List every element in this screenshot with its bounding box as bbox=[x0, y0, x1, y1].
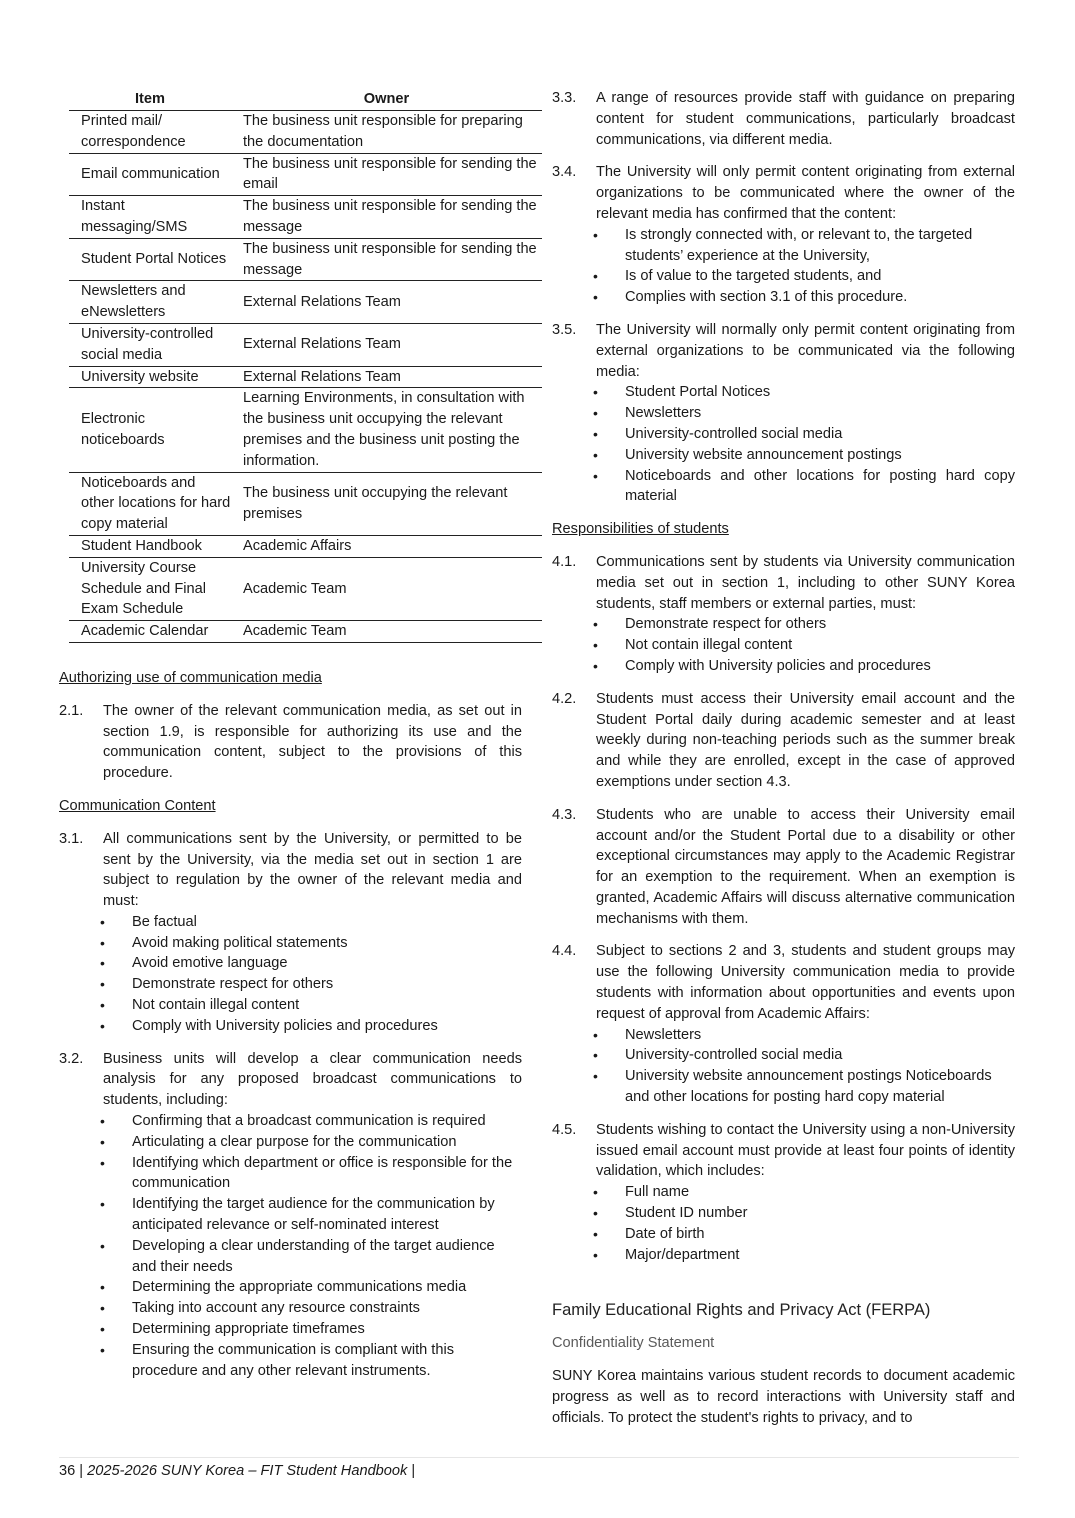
confidentiality-heading: Confidentiality Statement bbox=[552, 1335, 715, 1352]
footer-separator: | bbox=[407, 1463, 416, 1479]
list-item: • University-controlled social media bbox=[595, 424, 1015, 445]
paragraph-2-1 bbox=[59, 701, 522, 784]
paragraph-4-1 bbox=[552, 552, 1015, 677]
paragraph-3-2 bbox=[59, 1049, 522, 1382]
table-cell-item: University Course Schedule and Final Exam Schedule bbox=[69, 557, 231, 620]
list-item: • Not contain illegal content bbox=[595, 635, 1015, 656]
table-row bbox=[69, 535, 542, 557]
bullet-list bbox=[596, 225, 1015, 308]
table-cell-item: University website bbox=[69, 366, 231, 388]
list-item: • Ensuring the communication is compliant with this procedure and any other relevant instruments. bbox=[102, 1340, 522, 1382]
list-item: • Comply with University policies and procedures bbox=[102, 1016, 522, 1037]
list-item: • Major/department bbox=[595, 1245, 1015, 1266]
list-item: • Identifying the target audience for the communication by anticipated relevance or self-nominated interest bbox=[102, 1194, 522, 1236]
paragraph-number: 4.2. bbox=[552, 690, 577, 707]
paragraph-4-4 bbox=[552, 941, 1015, 1107]
list-item: • University-controlled social media bbox=[595, 1045, 1015, 1066]
page-footer bbox=[59, 1461, 415, 1482]
table-cell-owner: The business unit responsible for sending the message bbox=[231, 196, 542, 239]
bullet-list bbox=[596, 1182, 1015, 1265]
table-cell-item: Student Handbook bbox=[69, 535, 231, 557]
list-item: • Confirming that a broadcast communication is required bbox=[102, 1111, 522, 1132]
table-cell-item: Newsletters and eNewsletters bbox=[69, 281, 231, 324]
table-cell-owner: The business unit responsible for sending the email bbox=[231, 153, 542, 196]
paragraph-3-4 bbox=[552, 162, 1015, 308]
list-item: • Identifying which department or office is responsible for the communication bbox=[102, 1153, 522, 1195]
table-body bbox=[69, 111, 542, 643]
list-item: • University website announcement postings bbox=[595, 445, 1015, 466]
list-item: • University website announcement postings Noticeboards and other locations for posting hard copy material bbox=[595, 1066, 1015, 1108]
table-row bbox=[69, 557, 542, 620]
table-cell-item: Electronic noticeboards bbox=[69, 388, 231, 472]
footer-title: 2025-2026 SUNY Korea – FIT Student Handbook bbox=[87, 1463, 408, 1479]
table-row bbox=[69, 196, 542, 239]
table-cell-item: Email communication bbox=[69, 153, 231, 196]
list-item: • Newsletters bbox=[595, 403, 1015, 424]
list-item: • Noticeboards and other locations for posting hard copy material bbox=[595, 466, 1015, 508]
list-item: • Developing a clear understanding of the target audience and their needs bbox=[102, 1236, 522, 1278]
list-item: • Complies with section 3.1 of this procedure. bbox=[595, 287, 1015, 308]
table-cell-item: Printed mail/ correspondence bbox=[69, 111, 231, 154]
table-row bbox=[69, 281, 542, 324]
paragraph-number: 4.3. bbox=[552, 806, 577, 823]
list-item: • Full name bbox=[595, 1182, 1015, 1203]
table-row bbox=[69, 323, 542, 366]
page-number: 36 bbox=[59, 1463, 76, 1479]
list-item: • Determining the appropriate communications media bbox=[102, 1277, 522, 1298]
table-cell-owner: External Relations Team bbox=[231, 323, 542, 366]
ferpa-section-title: Family Educational Rights and Privacy Act (FERPA) bbox=[552, 1301, 931, 1320]
confidentiality-text: SUNY Korea maintains various student records to document academic progress as well as to record interactions with University staff and officials. To protect the student's rights to privacy, and to bbox=[552, 1368, 1015, 1426]
table-row bbox=[69, 388, 542, 472]
table-row bbox=[69, 111, 542, 154]
table-header-row bbox=[69, 88, 542, 111]
footer-separator: | bbox=[75, 1463, 88, 1479]
paragraph-text: The owner of the relevant communication media, as set out in section 1.9, is responsible for authorizing its use and the communication content, subject to the provisions of this procedure. bbox=[103, 702, 522, 782]
table-header-owner: Owner bbox=[231, 88, 542, 111]
list-item: • Avoid emotive language bbox=[102, 953, 522, 974]
responsibilities-heading: Responsibilities of students bbox=[552, 521, 729, 538]
paragraph-4-5 bbox=[552, 1120, 1015, 1266]
table-cell-item: Instant messaging/SMS bbox=[69, 196, 231, 239]
list-item: • Newsletters bbox=[595, 1025, 1015, 1046]
paragraph-3-5 bbox=[552, 320, 1015, 507]
table-row bbox=[69, 621, 542, 643]
paragraph-3-3 bbox=[552, 88, 1015, 150]
right-column bbox=[552, 88, 1015, 1429]
paragraph-text: All communications sent by the University, or permitted to be sent by the University, via the media set out in section 1 are subject to regulation by the owner of the relevant media and must: bbox=[103, 830, 522, 910]
paragraph-number: 4.5. bbox=[552, 1121, 577, 1138]
table-row bbox=[69, 153, 542, 196]
paragraph-number: 3.2. bbox=[59, 1050, 84, 1067]
table-cell-item: Academic Calendar bbox=[69, 621, 231, 643]
table-cell-owner: External Relations Team bbox=[231, 281, 542, 324]
list-item: • Demonstrate respect for others bbox=[595, 614, 1015, 635]
list-item: • Articulating a clear purpose for the communication bbox=[102, 1132, 522, 1153]
paragraph-text: The University will only permit content originating from external organizations to be communicated where the owner of the relevant media has confirmed that the content: bbox=[596, 164, 1015, 222]
table-header-item: Item bbox=[69, 88, 231, 111]
table-cell-owner: Learning Environments, in consultation with the business unit occupying the relevant premises and the business unit posting the information. bbox=[231, 388, 542, 472]
paragraph-text: Students wishing to contact the University using a non-University issued email account must provide at least four points of identity validation, which includes: bbox=[596, 1121, 1015, 1180]
table-row bbox=[69, 472, 542, 535]
table-cell-owner: External Relations Team bbox=[231, 366, 542, 388]
list-item: • Student Portal Notices bbox=[595, 382, 1015, 403]
paragraph-text: A range of resources provide staff with guidance on preparing content for student communications, particularly broadcast communications, via different media. bbox=[596, 90, 1015, 148]
list-item: • Determining appropriate timeframes bbox=[102, 1319, 522, 1340]
paragraph-3-1 bbox=[59, 829, 522, 1037]
paragraph-4-3 bbox=[552, 805, 1015, 930]
communication-content-heading: Communication Content bbox=[59, 797, 216, 814]
bullet-list bbox=[103, 912, 522, 1037]
footer-divider bbox=[59, 1457, 1019, 1458]
list-item: • Is strongly connected with, or relevant to, the targeted students’ experience at the University, bbox=[595, 225, 1015, 267]
table-cell-owner: The business unit responsible for preparing the documentation bbox=[231, 111, 542, 154]
paragraph-text: The University will normally only permit content originating from external organizations to be communicated via the following media: bbox=[596, 321, 1015, 380]
list-item: • Date of birth bbox=[595, 1224, 1015, 1245]
paragraph-text: Students must access their University email account and the Student Portal daily during academic semester and at least weekly during non-teaching periods such as the summer break and while they are enrolled, except in the case of approved exemptions under section 4.3. bbox=[596, 690, 1015, 790]
table-cell-item: Noticeboards and other locations for hard copy material bbox=[69, 472, 231, 535]
list-item: • Comply with University policies and procedures bbox=[595, 656, 1015, 677]
table-row bbox=[69, 238, 542, 281]
list-item: • Not contain illegal content bbox=[102, 995, 522, 1016]
paragraph-number: 3.3. bbox=[552, 90, 577, 106]
paragraph-number: 3.5. bbox=[552, 321, 577, 338]
paragraph-text: Business units will develop a clear communication needs analysis for any proposed broadcast communications to students, including: bbox=[103, 1050, 522, 1109]
paragraph-text: Communications sent by students via University communication media set out in section 1, including to other SUNY Korea students, staff members or external parties, must: bbox=[596, 553, 1015, 612]
table-cell-item: Student Portal Notices bbox=[69, 238, 231, 281]
paragraph-4-2 bbox=[552, 689, 1015, 793]
table-cell-owner: Academic Affairs bbox=[231, 535, 542, 557]
list-item: • Taking into account any resource constraints bbox=[102, 1298, 522, 1319]
media-owner-table bbox=[69, 88, 542, 643]
list-item: • Be factual bbox=[102, 912, 522, 933]
bullet-list bbox=[596, 382, 1015, 507]
bullet-list bbox=[596, 614, 1015, 676]
bullet-list bbox=[103, 1111, 522, 1381]
table-cell-owner: Academic Team bbox=[231, 557, 542, 620]
list-item: • Avoid making political statements bbox=[102, 933, 522, 954]
left-column bbox=[59, 88, 537, 1393]
list-item: • Is of value to the targeted students, and bbox=[595, 266, 1015, 287]
paragraph-number: 3.1. bbox=[59, 830, 84, 847]
table-cell-item: University-controlled social media bbox=[69, 323, 231, 366]
table-row bbox=[69, 366, 542, 388]
paragraph-number: 4.1. bbox=[552, 553, 577, 570]
bullet-list bbox=[596, 1025, 1015, 1108]
paragraph-text: Subject to sections 2 and 3, students and student groups may use the following University communication media to provide students with information about opportunities and events upon request of approval from Academic Affairs: bbox=[596, 943, 1015, 1022]
table-cell-owner: Academic Team bbox=[231, 621, 542, 643]
list-item: • Demonstrate respect for others bbox=[102, 974, 522, 995]
paragraph-number: 3.4. bbox=[552, 164, 577, 181]
paragraph-number: 2.1. bbox=[59, 702, 84, 719]
list-item: • Student ID number bbox=[595, 1203, 1015, 1224]
authorizing-heading: Authorizing use of communication media bbox=[59, 669, 322, 686]
table-cell-owner: The business unit occupying the relevant premises bbox=[231, 472, 542, 535]
paragraph-text: Students who are unable to access their University email account and/or the Student Portal due to a disability or other exceptional circumstances may apply to the Academic Registrar for an exemption to the requirement. When an exemption is granted, Academic Affairs will discuss alternative communication mechanisms with them. bbox=[596, 806, 1015, 927]
paragraph-number: 4.4. bbox=[552, 943, 577, 960]
table-cell-owner: The business unit responsible for sending the message bbox=[231, 238, 542, 281]
